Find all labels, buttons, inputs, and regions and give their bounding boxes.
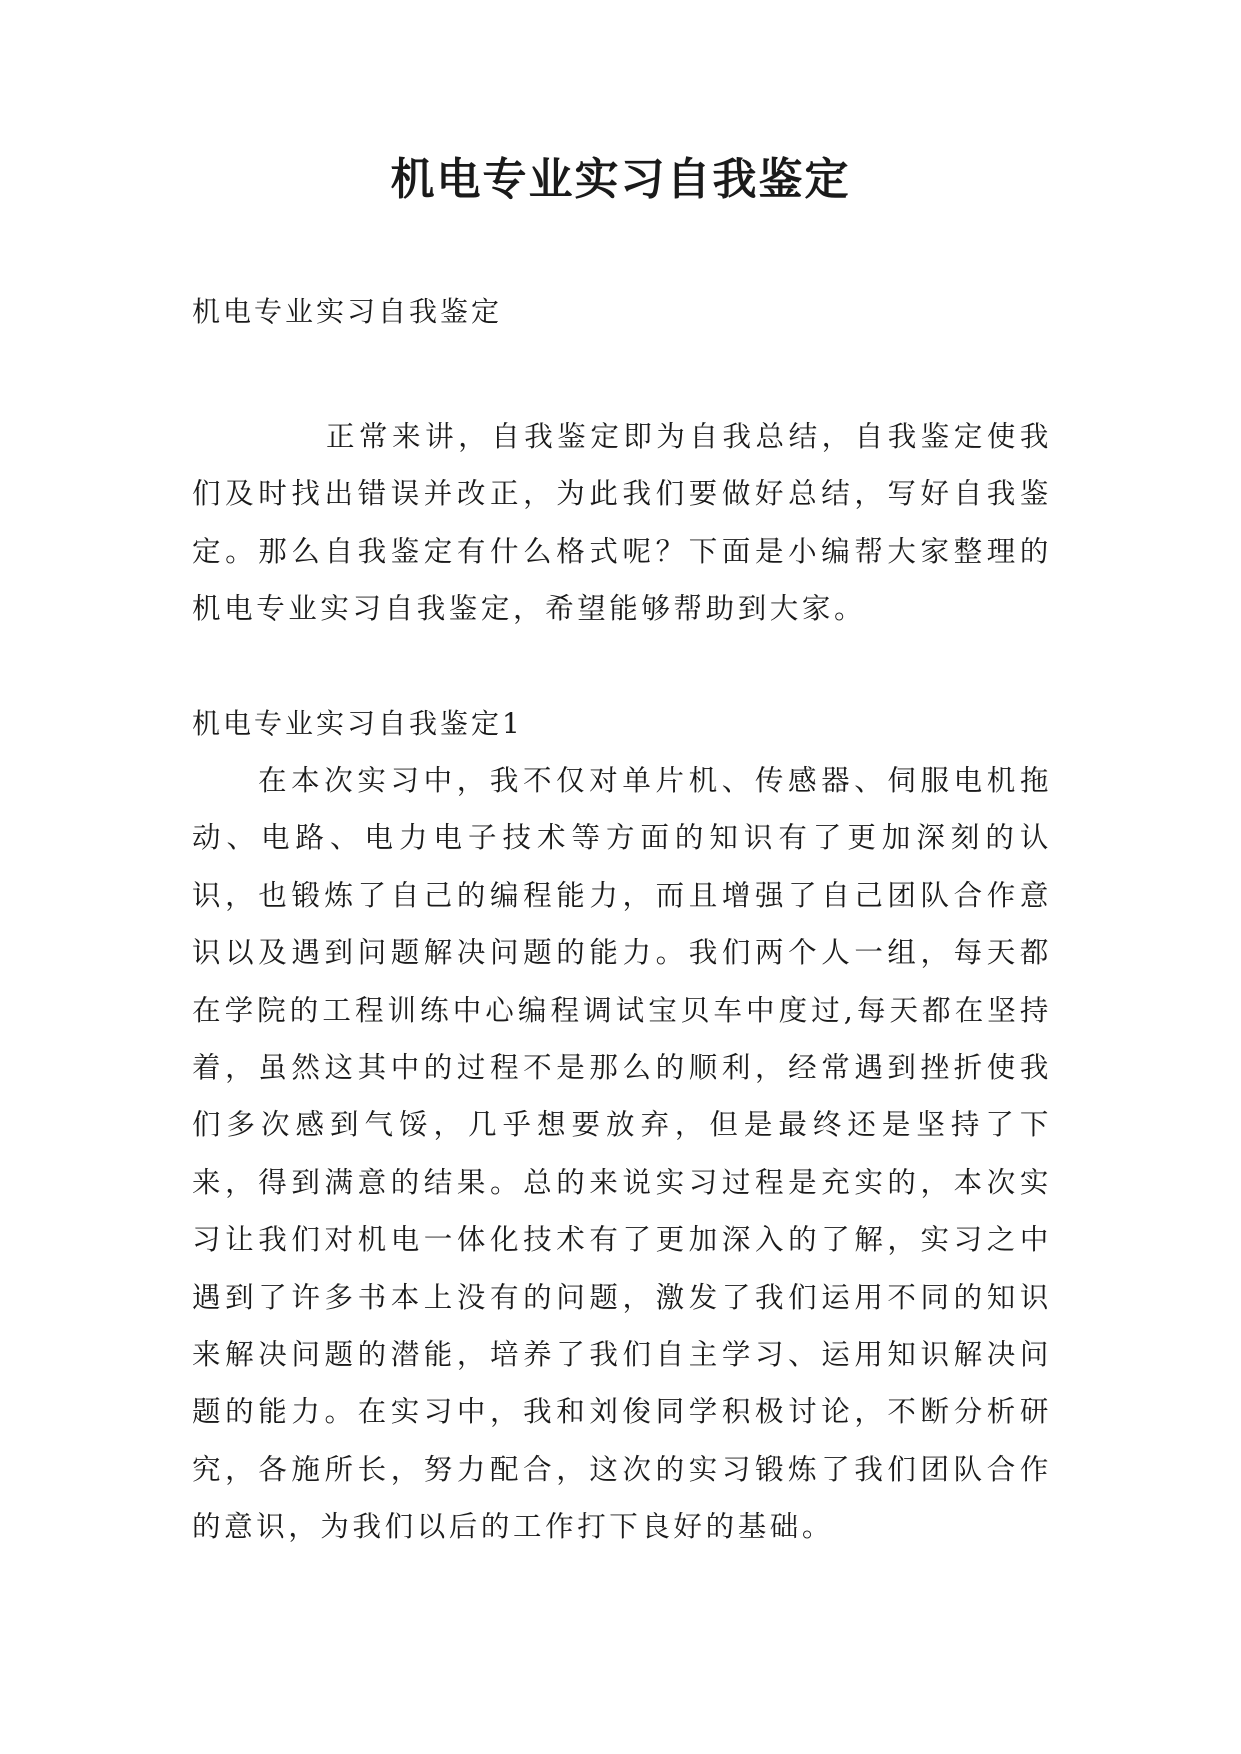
section-heading-1: 机电专业实习自我鉴定1 (192, 707, 523, 740)
intro-paragraph: 正常来讲，自我鉴定即为自我总结，自我鉴定使我们及时找出错误并改正，为此我们要做好总结，写好自我鉴定。那么自我鉴定有什么格式呢？下面是小编帮大家整理的机电专业实习自我鉴定，希望能够帮助到大家。 (192, 420, 1052, 626)
document-subtitle: 机电专业实习自我鉴定 (192, 295, 503, 328)
section-body-1: 在本次实习中，我不仅对单片机、传感器、伺服电机拖动、电路、电力电子技术等方面的知识有了更加深刻的认识，也锻炼了自己的编程能力，而且增强了自己团队合作意识以及遇到问题解决问题的能力。我们两个人一组，每天都在学院的工程训练中心编程调试宝贝车中度过,每天都在坚持着，虽然这其中的过程不是那么的顺利，经常遇到挫折使我们多次感到气馁，几乎想要放弃，但是最终还是坚持了下来，得到满意的结果。总的来说实习过程是充实的，本次实习让我们对机电一体化技术有了更加深入的了解，实习之中遇到了许多书本上没有的问题，激发了我们运用不同的知识来解决问题的潜能，培养了我们自主学习、运用知识解决问题的能力。在实习中，我和刘俊同学积极讨论，不断分析研究，各施所长，努力配合，这次的实习锻炼了我们团队合作的意识，为我们以后的工作打下良好的基础。 (192, 764, 1052, 1544)
document-title: 机电专业实习自我鉴定 (390, 154, 851, 205)
